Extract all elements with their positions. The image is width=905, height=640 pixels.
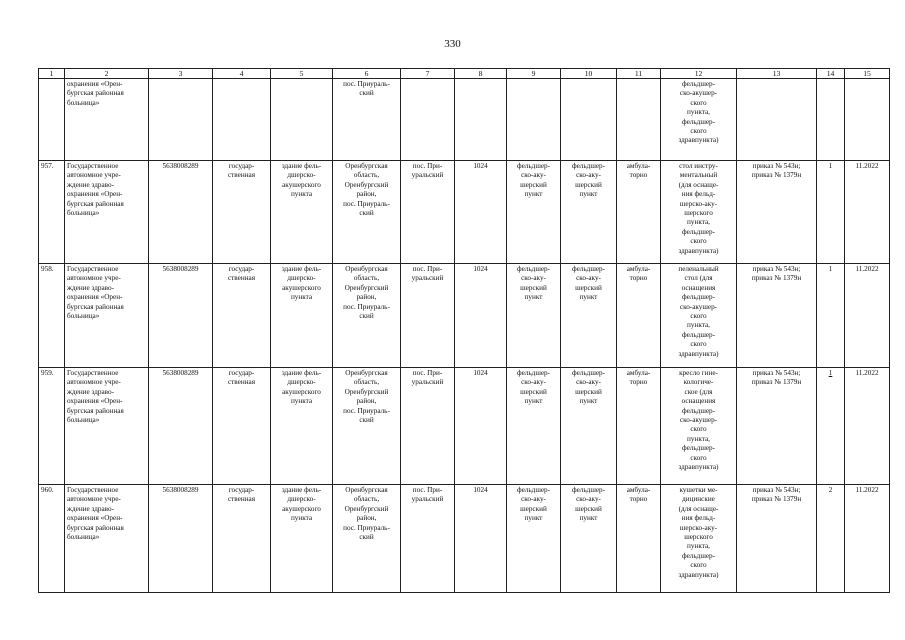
col-header: 5 (271, 69, 333, 79)
table-row (39, 161, 890, 264)
building-cell: здание фель- дшерско- акушерского пункта (271, 264, 333, 368)
org-cell: Государственное автономное учре- ждение здраво- охранения «Орен- бургская районная больница» (65, 368, 149, 485)
col-header: 15 (845, 69, 890, 79)
col-header: 7 (401, 69, 455, 79)
order-cell: приказ № 543н; приказ № 1379н (737, 264, 817, 368)
inn-cell: 5638008289 (149, 368, 213, 485)
date-cell: 11.2022 (845, 264, 890, 368)
item-cell: стол инстру- ментальный (для оснаще- ния фельд- шерско-аку- шерского пункта, фельдшер- ского здравпункта) (661, 161, 737, 264)
unit-cell: фельдшер- ско-аку- шерский пункт (507, 161, 561, 264)
settlement-cell: пос. При- уральский (401, 485, 455, 593)
col-header: 12 (661, 69, 737, 79)
inn-cell: 5638008289 (149, 161, 213, 264)
building-cell: здание фель- дшерско- акушерского пункта (271, 161, 333, 264)
unit-cell: фельдшер- ско-аку- шерский пункт (561, 485, 617, 593)
col-header: 8 (455, 69, 507, 79)
order-cell: приказ № 543н; приказ № 1379н (737, 161, 817, 264)
care-cell: амбула- торно (617, 368, 661, 485)
ownership-cell: государ- ственная (213, 264, 271, 368)
qty-cell: 1 (817, 161, 845, 264)
col-header: 2 (65, 69, 149, 79)
org-cell: Государственное автономное учре- ждение здраво- охранения «Орен- бургская районная больница» (65, 485, 149, 593)
row-number: 957. (39, 161, 65, 264)
col-header: 13 (737, 69, 817, 79)
care-cell: амбула- торно (617, 264, 661, 368)
org-cell: охранения «Орен- бургская районная больница» (65, 79, 149, 161)
col-header: 14 (817, 69, 845, 79)
col-header: 1 (39, 69, 65, 79)
address-cell: пос. Приураль- ский (333, 79, 401, 161)
table-row (39, 368, 890, 485)
code-cell: 1024 (455, 264, 507, 368)
address-cell: Оренбургская область, Оренбургский район, пос. Приураль- ский (333, 368, 401, 485)
item-cell: кресло гине- кологиче- ское (для оснащения фельдшер- ско-акушер- ского пункта, фельдшер- ского здравпункта) (661, 368, 737, 485)
qty-cell: 1 (817, 368, 845, 485)
inn-cell: 5638008289 (149, 264, 213, 368)
unit-cell: фельдшер- ско-аку- шерский пункт (561, 368, 617, 485)
address-cell: Оренбургская область, Оренбургский район, пос. Приураль- ский (333, 264, 401, 368)
unit-cell: фельдшер- ско-аку- шерский пункт (561, 161, 617, 264)
inn-cell: 5638008289 (149, 485, 213, 593)
date-cell: 11.2022 (845, 485, 890, 593)
row-number: 960. (39, 485, 65, 593)
col-header: 3 (149, 69, 213, 79)
code-cell: 1024 (455, 485, 507, 593)
qty-cell: 1 (817, 264, 845, 368)
page-number: 330 (444, 38, 461, 50)
settlement-cell: пос. При- уральский (401, 368, 455, 485)
date-cell: 11.2022 (845, 368, 890, 485)
building-cell: здание фель- дшерско- акушерского пункта (271, 485, 333, 593)
order-cell: приказ № 543н; приказ № 1379н (737, 485, 817, 593)
item-cell: пеленальный стол (для оснащения фельдшер- ско-акушер- ского пункта, фельдшер- ского здравпункта) (661, 264, 737, 368)
code-cell: 1024 (455, 161, 507, 264)
org-cell: Государственное автономное учре- ждение здраво- охранения «Орен- бургская районная больница» (65, 161, 149, 264)
header-row (39, 69, 890, 79)
table-row (39, 264, 890, 368)
col-header: 9 (507, 69, 561, 79)
col-header: 11 (617, 69, 661, 79)
settlement-cell: пос. При- уральский (401, 161, 455, 264)
building-cell: здание фель- дшерско- акушерского пункта (271, 368, 333, 485)
ownership-cell: государ- ственная (213, 368, 271, 485)
item-cell: фельдшер- ско-акушер- ского пункта, фельдшер- ского здравпункта) (661, 79, 737, 161)
unit-cell: фельдшер- ско-аку- шерский пункт (561, 264, 617, 368)
org-cell: Государственное автономное учре- ждение здраво- охранения «Орен- бургская районная больница» (65, 264, 149, 368)
unit-cell: фельдшер- ско-аку- шерский пункт (507, 368, 561, 485)
ownership-cell: государ- ственная (213, 161, 271, 264)
equipment-table (38, 68, 890, 593)
col-header: 6 (333, 69, 401, 79)
col-header: 10 (561, 69, 617, 79)
row-number: 959. (39, 368, 65, 485)
address-cell: Оренбургская область, Оренбургский район, пос. Приураль- ский (333, 485, 401, 593)
qty-cell: 2 (817, 485, 845, 593)
order-cell: приказ № 543н; приказ № 1379н (737, 368, 817, 485)
address-cell: Оренбургская область, Оренбургский район, пос. Приураль- ский (333, 161, 401, 264)
item-cell: кушетки ме- дицинские (для оснаще- ния фельд- шерско-аку- шерского пункта, фельдшер- ского здравпункта) (661, 485, 737, 593)
continuation-row (39, 79, 890, 161)
care-cell: амбула- торно (617, 161, 661, 264)
settlement-cell: пос. При- уральский (401, 264, 455, 368)
care-cell: амбула- торно (617, 485, 661, 593)
code-cell: 1024 (455, 368, 507, 485)
unit-cell: фельдшер- ско-аку- шерский пункт (507, 485, 561, 593)
ownership-cell: государ- ственная (213, 485, 271, 593)
date-cell: 11.2022 (845, 161, 890, 264)
table-row (39, 485, 890, 593)
row-number: 958. (39, 264, 65, 368)
unit-cell: фельдшер- ско-аку- шерский пункт (507, 264, 561, 368)
col-header: 4 (213, 69, 271, 79)
